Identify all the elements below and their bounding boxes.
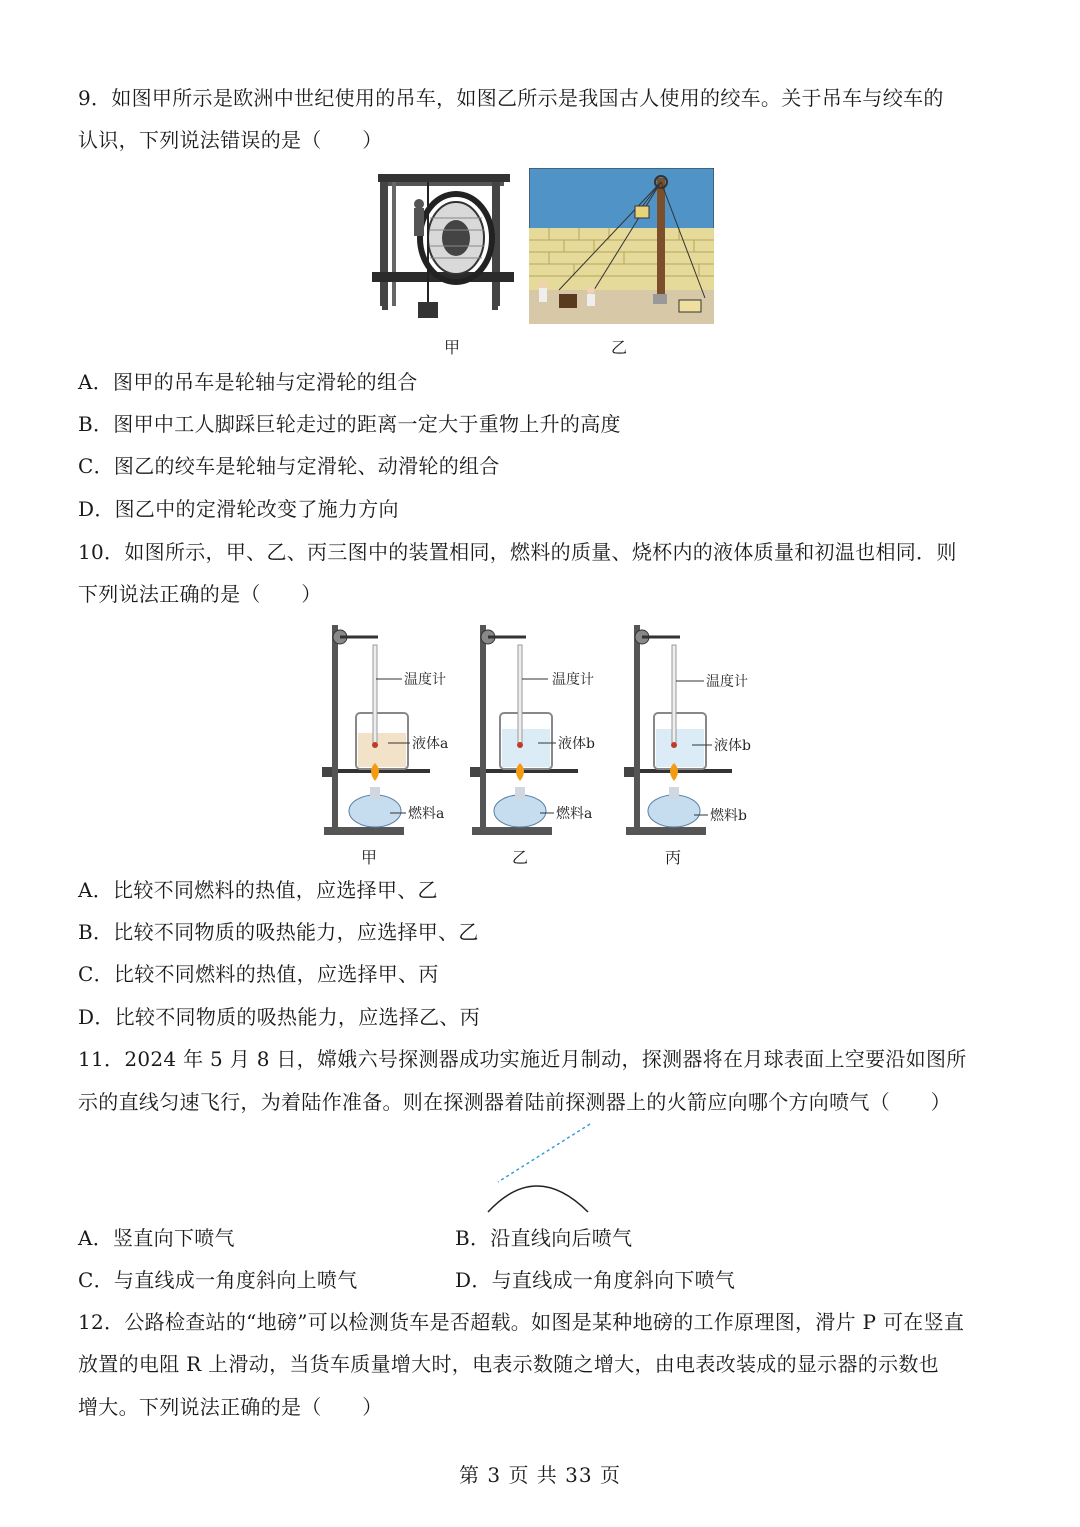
figure-caption-yi: 乙 — [611, 338, 628, 357]
moon-surface-arc — [488, 1186, 588, 1212]
q11-stem-line2: 示的直线匀速飞行，为着陆作准备。则在探测器着陆前探测器上的火箭应向哪个方向喷气（ ） — [78, 1090, 951, 1114]
q9-option-a[interactable]: A．图甲的吊车是轮轴与定滑轮的组合 — [78, 370, 418, 394]
fuel-label-yi: 燃料a — [556, 806, 593, 822]
q10-stem-line1: 10．如图所示，甲、乙、丙三图中的装置相同，燃料的质量、烧杯内的液体质量和初温也相同．则 — [78, 540, 957, 564]
q11-stem-line1: 11．2024 年 5 月 8 日，嫦娥六号探测器成功实施近月制动，探测器将在月球表面上空要沿如图所 — [78, 1047, 967, 1071]
q9-stem-line1: 9．如图甲所示是欧洲中世纪使用的吊车，如图乙所示是我国古人使用的绞车。关于吊车与绞车的 — [78, 86, 944, 110]
apparatus-caption-yi: 乙 — [512, 848, 529, 867]
q11-option-d[interactable]: D．与直线成一角度斜向下喷气 — [455, 1268, 736, 1292]
q11-option-b[interactable]: B．沿直线向后喷气 — [455, 1226, 633, 1250]
q10-option-d[interactable]: D．比较不同物质的吸热能力，应选择乙、丙 — [78, 1005, 481, 1029]
treadwheel-crane-figure — [372, 168, 514, 324]
q11-option-a[interactable]: A．竖直向下喷气 — [78, 1226, 235, 1250]
liquid-b-fill — [502, 729, 550, 767]
thermometer-label-yi: 温度计 — [552, 672, 594, 688]
liquid-label-bing: 液体b — [714, 738, 751, 754]
apparatus-yi — [466, 615, 616, 870]
q12-stem-line1: 12．公路检查站的“地磅”可以检测货车是否超载。如图是某种地磅的工作原理图，滑片 P 可在竖直 — [78, 1310, 965, 1334]
q9-option-d[interactable]: D．图乙中的定滑轮改变了施力方向 — [78, 497, 399, 521]
liquid-label-jia: 液体a — [412, 736, 449, 752]
liquid-b-fill-bing — [656, 729, 704, 767]
q10-option-b[interactable]: B．比较不同物质的吸热能力，应选择甲、乙 — [78, 920, 479, 944]
q10-option-c[interactable]: C．比较不同燃料的热值，应选择甲、丙 — [78, 962, 439, 986]
q10-stem-line2: 下列说法正确的是（ ） — [78, 582, 322, 606]
fuel-label-bing: 燃料b — [710, 808, 747, 824]
apparatus-bing — [620, 615, 770, 870]
liquid-label-yi: 液体b — [558, 736, 595, 752]
apparatus-caption-jia: 甲 — [361, 848, 378, 867]
fuel-label-jia: 燃料a — [408, 806, 445, 822]
q9-stem-line2: 认识，下列说法错误的是（ ） — [78, 128, 383, 152]
page-footer: 第 3 页 共 33 页 — [459, 1463, 621, 1487]
q9-option-c[interactable]: C．图乙的绞车是轮轴与定滑轮、动滑轮的组合 — [78, 454, 500, 478]
apparatus-caption-bing: 丙 — [665, 848, 682, 867]
trajectory-figure — [480, 1120, 600, 1216]
q11-option-c[interactable]: C．与直线成一角度斜向上喷气 — [78, 1268, 358, 1292]
figure-caption-jia: 甲 — [444, 338, 461, 357]
flight-path-line — [498, 1124, 590, 1182]
q12-stem-line2: 放置的电阻 R 上滑动，当货车质量增大时，电表示数随之增大，由电表改装成的显示器的示数也 — [78, 1352, 939, 1376]
windlass-figure — [529, 168, 714, 324]
q12-stem-line3: 增大。下列说法正确的是（ ） — [78, 1395, 383, 1419]
liquid-a-fill — [358, 733, 406, 767]
q10-option-a[interactable]: A．比较不同燃料的热值，应选择甲、乙 — [78, 878, 438, 902]
thermometer-label-jia: 温度计 — [404, 672, 446, 688]
apparatus-jia — [318, 615, 468, 870]
q9-option-b[interactable]: B．图甲中工人脚踩巨轮走过的距离一定大于重物上升的高度 — [78, 412, 621, 436]
thermometer-label-bing: 温度计 — [706, 674, 748, 690]
